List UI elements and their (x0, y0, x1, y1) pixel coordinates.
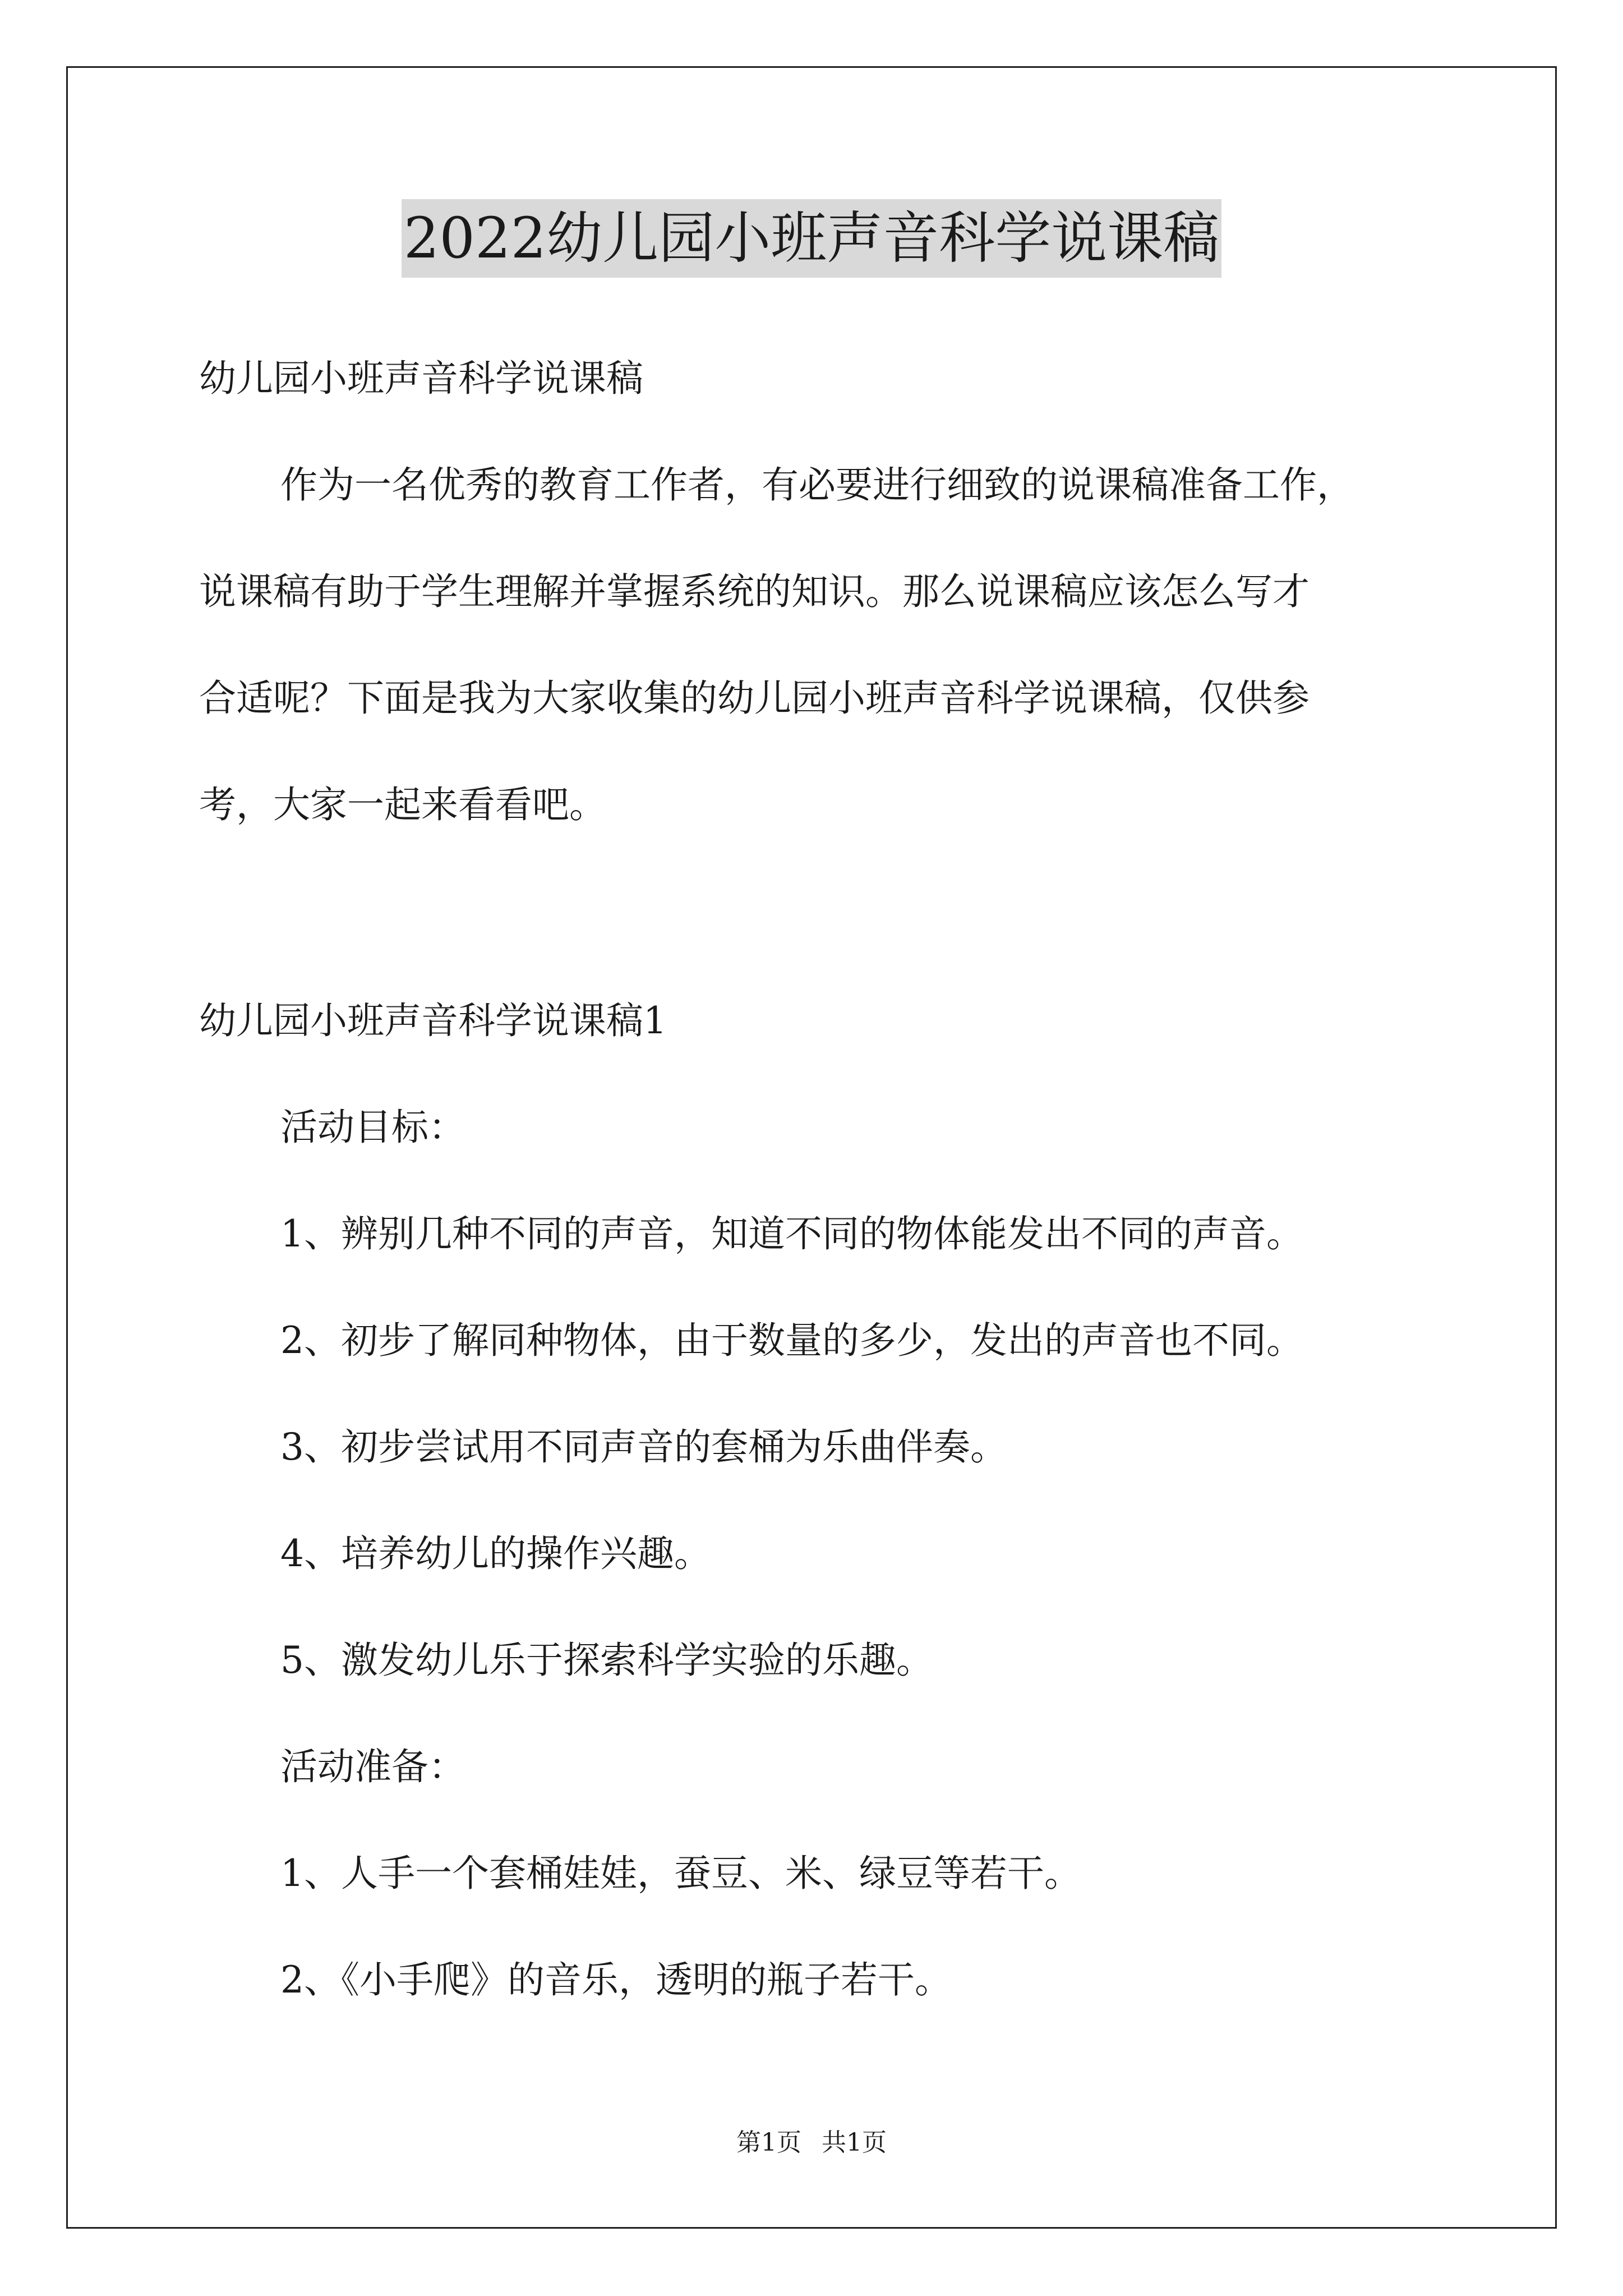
goal-item-4: 4、培养幼儿的操作兴趣。 (280, 1532, 711, 1575)
title-container (0, 199, 1623, 278)
goal-item-2: 2、初步了解同种物体，由于数量的多少，发出的声音也不同。 (280, 1319, 1303, 1362)
document-subtitle: 幼儿园小班声音科学说课稿 (199, 357, 643, 400)
goal-item-5: 5、激发幼儿乐于探索科学实验的乐趣。 (280, 1639, 933, 1682)
goal-item-1: 1、辨别几种不同的声音，知道不同的物体能发出不同的声音。 (280, 1212, 1303, 1255)
page-number-total: 共1页 (822, 2128, 887, 2157)
page-footer (0, 2126, 1623, 2160)
goal-item-3: 3、初步尝试用不同声音的套桶为乐曲伴奏。 (280, 1425, 1007, 1469)
prep-heading: 活动准备： (280, 1745, 465, 1788)
page-number-current: 第1页 (736, 2128, 801, 2157)
prep-item-1: 1、人手一个套桶娃娃，蚕豆、米、绿豆等若干。 (280, 1852, 1081, 1895)
goals-heading: 活动目标： (280, 1106, 465, 1149)
prep-item-2: 2、《小手爬》的音乐，透明的瓶子若干。 (280, 1958, 952, 2001)
intro-line-3: 合适呢？下面是我为大家收集的幼儿园小班声音科学说课稿，仅供参 (199, 677, 1310, 720)
intro-line-2: 说课稿有助于学生理解并掌握系统的知识。那么说课稿应该怎么写才 (199, 570, 1310, 613)
section-heading: 幼儿园小班声音科学说课稿1 (199, 999, 667, 1042)
document-title: 2022幼儿园小班声音科学说课稿 (402, 199, 1222, 278)
intro-line-1: 作为一名优秀的教育工作者，有必要进行细致的说课稿准备工作， (280, 463, 1354, 507)
intro-line-4: 考，大家一起来看看吧。 (199, 783, 606, 826)
